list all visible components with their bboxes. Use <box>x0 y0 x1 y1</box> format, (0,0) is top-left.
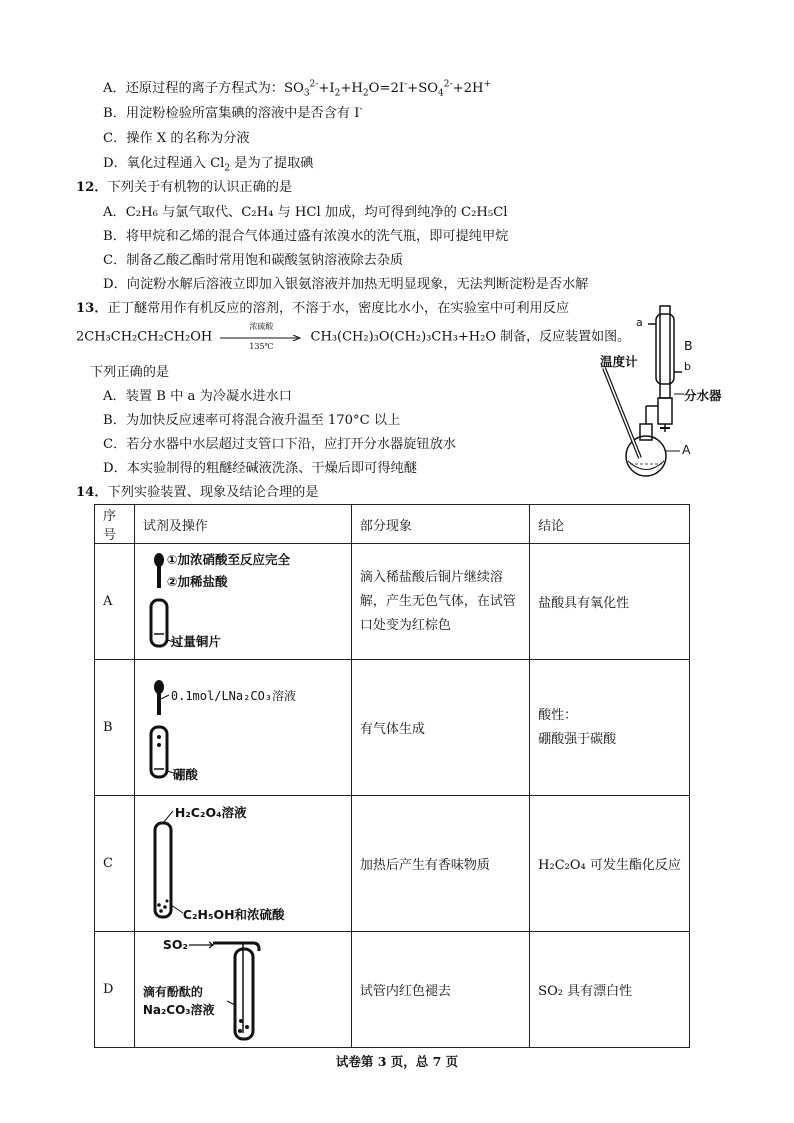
q14-number: 14． <box>76 485 108 500</box>
row-conclusion: SO₂ 具有漂白性 <box>530 932 690 1048</box>
fig-label: 过量铜片 <box>170 633 221 649</box>
header-phenomenon: 部分现象 <box>351 505 529 544</box>
q12-number: 12． <box>76 180 108 195</box>
q11-option-b: B．用淀粉检验所富集碘的溶液中是否含有 I- <box>103 104 363 121</box>
q14-stem: 14．下列实验装置、现象及结论合理的是 <box>76 485 319 500</box>
q13-option-a: A．装置 B 中 a 为冷凝水进水口 <box>103 389 292 404</box>
table-row <box>95 932 690 1048</box>
row-id: B <box>95 660 135 796</box>
q14-table <box>94 504 690 1048</box>
fig-label: ①加浓硝酸至反应完全 <box>166 551 290 567</box>
q12-stem: 12．下列关于有机物的认识正确的是 <box>76 180 293 195</box>
page-footer: 试卷第 3 页，总 7 页 <box>335 1054 459 1069</box>
q12-option-b: B．将甲烷和乙烯的混合气体通过盛有浓溴水的洗气瓶，即可提纯甲烷 <box>103 229 509 244</box>
fig-label-separator: 分水器 <box>684 388 722 403</box>
q13-option-c: C．若分水器中水层超过支管口下沿，应打开分水器旋钮放水 <box>103 437 456 452</box>
fig-label-b-upper: B <box>684 338 693 353</box>
arrow-icon <box>220 335 302 341</box>
row-conclusion: 盐酸具有氧化性 <box>530 544 690 660</box>
header-conclusion: 结论 <box>530 505 690 544</box>
row-phenomenon: 滴入稀盐酸后铜片继续溶解，产生无色气体，在试管口处变为红棕色 <box>351 544 529 660</box>
fig-label: 滴有酚酞的 <box>142 984 203 999</box>
row-conclusion: H₂C₂O₄ 可发生酯化反应 <box>530 796 690 932</box>
table-row <box>95 796 690 932</box>
row-figure <box>134 932 351 1048</box>
reflux-apparatus-icon <box>588 296 748 486</box>
header-id: 序号 <box>95 505 135 544</box>
fig-label: SO₂ <box>162 936 188 952</box>
fig-label: ②加稀盐酸 <box>166 573 228 589</box>
row-phenomenon: 试管内红色褪去 <box>351 932 529 1048</box>
row-phenomenon: 加热后产生有香味物质 <box>351 796 529 932</box>
fig-label: 硼酸 <box>172 766 198 782</box>
q13-option-d: D．本实验制得的粗醚经碱液洗涤、干燥后即可得纯醚 <box>103 461 417 476</box>
row-id: D <box>95 932 135 1048</box>
row-figure <box>134 660 351 796</box>
q12-option-c: C．制备乙酸乙酯时常用饱和碳酸氢钠溶液除去杂质 <box>103 253 404 268</box>
row-conclusion <box>530 660 690 796</box>
q11-option-c: C．操作 X 的名称为分液 <box>103 131 250 146</box>
fig-label-A: A <box>682 442 691 457</box>
q12-option-d: D．向淀粉水解后溶液立即加入银氨溶液并加热无明显现象，无法判断淀粉是否水解 <box>103 277 589 292</box>
arrow-condition-bottom: 135℃ <box>249 342 274 351</box>
conclusion-line: 硼酸强于碳酸 <box>538 731 617 747</box>
fig-label: 0.1mol/LNa₂CO₃溶液 <box>170 688 297 703</box>
fig-label-a: a <box>636 316 643 329</box>
equation-reactant: 2CH₃CH₂CH₂CH₂OH <box>76 329 213 345</box>
q13-option-b: B．为加快反应速率可将混合液升温至 170°C 以上 <box>103 413 401 428</box>
q13-stem: 13．正丁醚常用作有机反应的溶剂，不溶于水，密度比水小，在实验室中可利用反应 <box>76 301 570 316</box>
header-reagents: 试剂及操作 <box>134 505 351 544</box>
row-id: C <box>95 796 135 932</box>
fig-label-b-lower: b <box>684 360 691 373</box>
q12-option-a: A．C₂H₆ 与氯气取代、C₂H₄ 与 HCl 加成，均可得到纯净的 C₂H₅Cl <box>103 205 508 220</box>
row-id: A <box>95 544 135 660</box>
fig-label-thermometer: 温度计 <box>600 354 638 369</box>
fig-label: C₂H₅OH和浓硫酸 <box>182 906 285 922</box>
row-figure <box>134 796 351 932</box>
fig-label: H₂C₂O₄溶液 <box>174 804 247 820</box>
table-row <box>95 544 690 660</box>
q13-number: 13． <box>76 301 108 316</box>
equation-product: CH₃(CH₂)₃O(CH₂)₃CH₃+H₂O 制备，反应装置如图。 <box>310 329 631 345</box>
q11-option-d: D．氧化过程通入 $Cl_2$ 是为了提取碘 <box>103 156 314 174</box>
row-phenomenon: 有气体生成 <box>351 660 529 796</box>
q13-equation <box>76 322 631 351</box>
table-header-row <box>95 505 690 544</box>
row-figure <box>134 544 351 660</box>
q13-apparatus-figure <box>588 296 748 486</box>
fig-label: Na₂CO₃溶液 <box>142 1002 215 1017</box>
table-row <box>95 660 690 796</box>
q11-option-a: A．还原过程的离子方程式为：$SO_3^{2-}+I_2+H_2O=2I^-+SO_4^{2-}+2H^+$ <box>103 79 492 99</box>
reaction-arrow <box>220 322 302 351</box>
arrow-condition-top: 浓硫酸 <box>249 322 274 331</box>
q13-substem: 下列正确的是 <box>90 365 170 380</box>
conclusion-line: 酸性： <box>538 707 578 723</box>
